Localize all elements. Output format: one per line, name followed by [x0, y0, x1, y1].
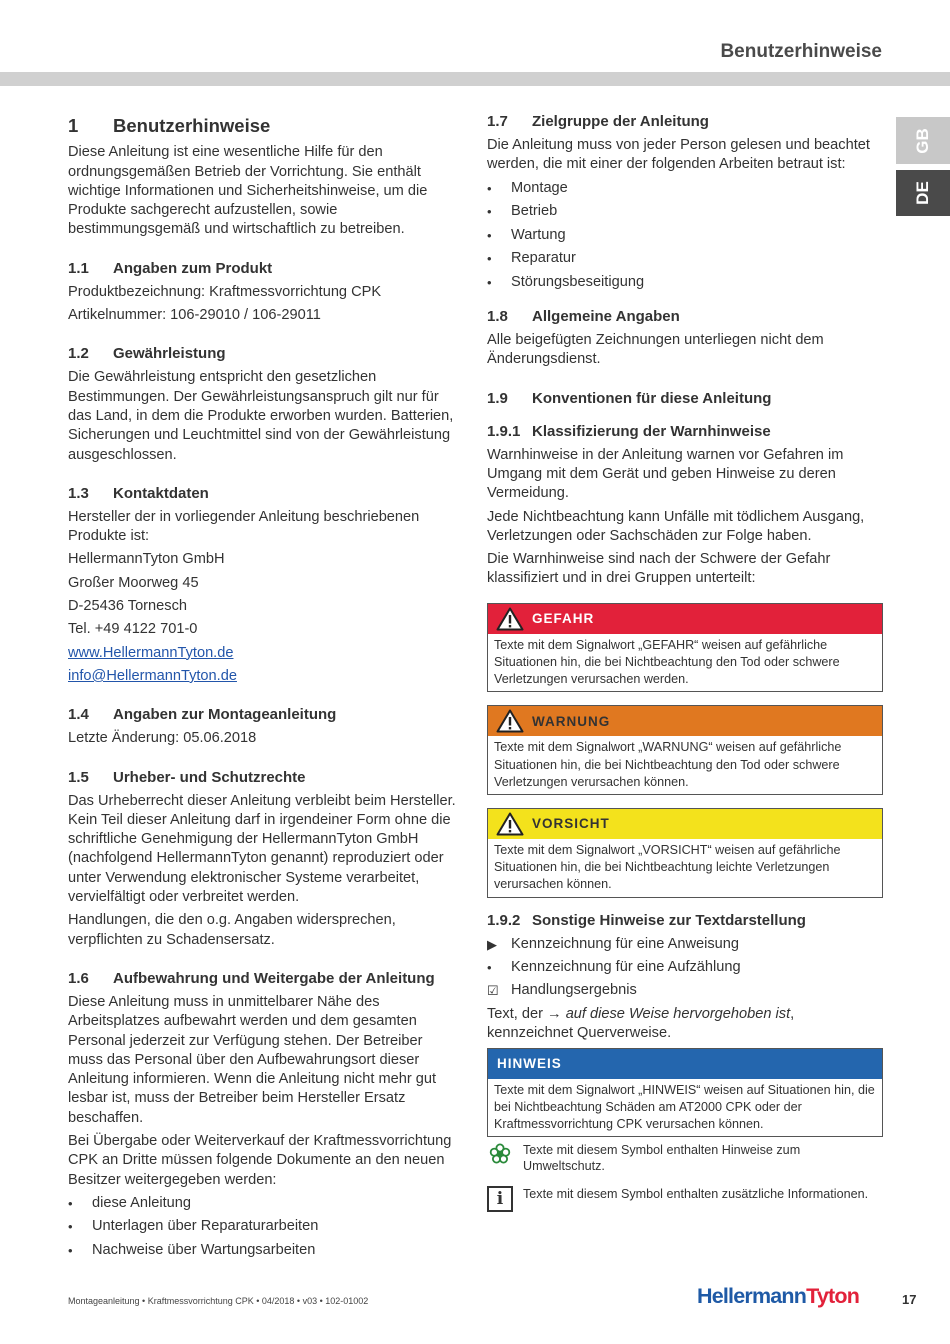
website-link[interactable]: www.HellermannTyton.de	[68, 644, 234, 661]
section-title: Kontaktdaten	[113, 484, 209, 502]
section-title: Gewährleistung	[113, 345, 226, 363]
right-column	[487, 112, 883, 1220]
environment-note	[487, 1142, 883, 1174]
section-heading	[68, 969, 460, 988]
section-heading	[487, 422, 883, 441]
language-tab-gb-label: GB	[913, 127, 932, 154]
notice-label: HINWEIS	[497, 1055, 562, 1071]
phone-number: Tel. +49 4122 701-0	[68, 621, 198, 638]
section-number: 1.6	[68, 969, 89, 987]
paragraph: Jede Nichtbeachtung kann Unfälle mit tödlichem Ausgang, Verletzungen oder Sachschäden zur Folge haben.	[487, 508, 865, 544]
warning-label: WARNUNG	[532, 713, 611, 729]
caution-box	[487, 808, 883, 898]
warning-box	[487, 705, 883, 795]
paragraph: Diese Anleitung muss in unmittelbarer Nähe des Arbeitsplatzes aufbewahrt werden und dem gesamten Personal jederzeit zur Verfügung stehen. Der Betreiber muss das Personal über den Aufbewahrungsort dieser Anleitung informieren. Wenn die Anleitung nicht mehr gut lesbar ist, muss der Betreiber beim Hersteller Ersatz beschaffen.	[68, 993, 437, 1126]
paragraph: Alle beigefügten Zeichnungen unterliegen nicht dem Änderungsdienst.	[487, 332, 824, 368]
list-item: • Montage	[487, 179, 568, 196]
info-text: Texte mit diesem Symbol enthalten zusätzliche Informationen.	[523, 1187, 869, 1202]
section-title: Angaben zum Produkt	[113, 259, 273, 277]
text-convention-list	[487, 935, 883, 1001]
product-name: Produktbezeichnung: Kraftmessvorrichtung CPK	[68, 283, 382, 300]
section-title: Konventionen für diese Anleitung	[532, 389, 772, 407]
paragraph: Die Gewährleistung entspricht den gesetzlichen Bestimmungen. Der Gewährleistungsanspruch gilt nur für das Land, in dem die Produkte erworben wurden. Batterien, Sicherungen und Leuchtmittel sind von der Gewährleistung ausgeschlossen.	[68, 369, 454, 463]
address-street: Großer Moorweg 45	[68, 574, 199, 591]
section-title: Klassifizierung der Warnhinweise	[532, 422, 771, 440]
section-title: Zielgruppe der Anleitung	[532, 113, 709, 130]
info-note	[487, 1186, 883, 1212]
danger-label: GEFAHR	[532, 611, 595, 627]
warning-text: Texte mit dem Signalwort „WARNUNG“ weisen auf gefährliche Situationen hin, die bei Nichtbeachtung den Tod oder schwere Verletzungen verursachen können.	[494, 740, 842, 789]
email-link[interactable]: info@HellermannTyton.de	[68, 667, 237, 684]
section-title: Urheber- und Schutzrechte	[113, 768, 306, 786]
section-heading	[487, 112, 883, 131]
section-number: 1.7	[487, 113, 508, 130]
section-heading	[68, 768, 460, 787]
cross-reference-note: Text, der → auf diese Weise hervorgehoben ist, kennzeichnet Querverweise.	[487, 1005, 795, 1042]
left-column	[68, 112, 460, 1264]
list-item: ☑ Handlungsergebnis	[487, 981, 883, 1000]
warning-triangle-icon	[496, 709, 524, 733]
list-item: ▶ Kennzeichnung für eine Anweisung	[487, 935, 883, 954]
info-icon: i	[487, 1186, 513, 1212]
language-tab-gb[interactable]	[896, 117, 950, 164]
list-item: • diese Anleitung	[68, 1194, 191, 1211]
checkbox-icon: ☑	[487, 983, 499, 999]
section-title: Benutzerhinweise	[113, 115, 271, 136]
section-heading	[487, 911, 883, 930]
danger-text: Texte mit dem Signalwort „GEFAHR“ weisen auf gefährliche Situationen hin, die bei Nichtbeachtung den Tod oder schwere Verletzungen verursachen werden.	[494, 637, 840, 687]
section-heading	[68, 705, 460, 724]
notice-box	[487, 1048, 883, 1138]
section-heading	[68, 484, 460, 503]
section-heading	[68, 116, 460, 135]
hellermanntyton-logo: HellermannTyton	[697, 1284, 860, 1308]
section-number: 1.9	[487, 389, 508, 407]
caution-text: Texte mit dem Signalwort „VORSICHT“ weisen auf gefährliche Situationen hin, die bei Nichtbeachtung leichte Verletzungen verursachen können.	[494, 842, 841, 892]
article-number: Artikelnummer: 106-29010 / 106-29011	[68, 307, 321, 324]
list-item: • Betrieb	[487, 203, 558, 220]
list-item: • Nachweise über Wartungsarbeiten	[68, 1241, 316, 1258]
paragraph: Bei Übergabe oder Weiterverkauf der Kraftmessvorrichtung CPK an Dritte müssen folgende Dokumente an den neuen Besitzer weitergegeben werden:	[68, 1132, 452, 1188]
section-title: Sonstige Hinweise zur Textdarstellung	[532, 911, 806, 929]
arrow-right-icon: ▶	[487, 936, 497, 952]
section-heading	[487, 307, 883, 326]
section-number: 1.5	[68, 768, 89, 786]
list-item: • Unterlagen über Reparaturarbeiten	[68, 1218, 319, 1235]
target-group-list	[487, 179, 883, 292]
section-title: Allgemeine Angaben	[532, 308, 680, 326]
section-number: 1.2	[68, 345, 89, 363]
paragraph: Diese Anleitung ist eine wesentliche Hilfe für den ordnungsgemäßen Betrieb der Vorrichtung. Sie enthält wichtige Informationen und Sicherheitshinweise, um die Produkte sachgerecht aufzustellen, sowie bestimmungsgemäß und wirtschaftlich zu betreiben.	[68, 144, 428, 238]
section-number: 1.9.1	[487, 422, 521, 440]
footer-document-info: Montageanleitung • Kraftmessvorrichtung CPK • 04/2018 • v03 • 102-01002	[68, 1296, 369, 1306]
warning-triangle-icon	[496, 812, 524, 836]
address-city: D-25436 Tornesch	[68, 598, 187, 615]
flower-icon	[488, 1142, 512, 1166]
section-title: Aufbewahrung und Weitergabe der Anleitung	[113, 969, 435, 987]
list-item: • Kennzeichnung für eine Aufzählung	[487, 959, 741, 975]
list-item: • Reparatur	[487, 250, 576, 267]
section-number: 1.4	[68, 706, 89, 724]
paragraph: Die Warnhinweise sind nach der Schwere der Gefahr klassifiziert und in drei Gruppen unterteilt:	[487, 551, 831, 587]
danger-box	[487, 603, 883, 693]
notice-text: Texte mit dem Signalwort „HINWEIS“ weisen auf Situationen hin, die bei Nichtbeachtung Schäden am AT2000 CPK oder der Kraftmessvorrichtung CPK verursachen können.	[494, 1082, 875, 1131]
arrow-right-icon: →	[547, 1005, 562, 1022]
caution-label: VORSICHT	[532, 816, 610, 832]
list-item: • Störungsbeseitigung	[487, 273, 645, 290]
language-tab-de-label: DE	[913, 181, 932, 205]
section-heading	[68, 344, 460, 363]
section-heading	[487, 389, 883, 408]
section-title: Angaben zur Montageanleitung	[113, 706, 337, 724]
language-tab-de[interactable]	[896, 170, 950, 216]
document-list	[68, 1194, 460, 1260]
paragraph: Handlungen, die den o.g. Angaben widersprechen, verpflichten zu Schadensersatz.	[68, 912, 396, 948]
paragraph: Die Anleitung muss von jeder Person gelesen und beachtet werden, die mit einer der folgenden Arbeiten betraut ist:	[487, 137, 870, 173]
paragraph: Das Urheberrecht dieser Anleitung verbleibt beim Hersteller. Kein Teil dieser Anleitung darf in irgendeiner Form ohne die schriftliche Genehmigung der HellermannTyton GmbH (nachfolgend HellermannTyton genannt) reproduziert oder unter Verwendung elektronischer Systeme verarbeitet, vervielfältigt oder verbreitet werden.	[68, 792, 456, 906]
section-number: 1.3	[68, 484, 89, 502]
section-number: 1.9.2	[487, 911, 521, 929]
section-number: 1.8	[487, 308, 508, 326]
page-number: 17	[902, 1292, 917, 1307]
warning-triangle-icon	[496, 607, 524, 631]
paragraph: Hersteller der in vorliegender Anleitung beschriebenen Produkte ist:	[68, 508, 420, 545]
last-change: Letzte Änderung: 05.06.2018	[68, 730, 257, 747]
section-number: 1	[68, 115, 79, 136]
paragraph: Warnhinweise in der Anleitung warnen vor Gefahren im Umgang mit dem Gerät und geben Hinweise zu deren Vermeidung.	[487, 446, 844, 502]
page-header-title: Benutzerhinweise	[720, 41, 882, 62]
list-item: • Wartung	[487, 226, 566, 243]
section-number: 1.1	[68, 259, 89, 277]
environment-text: Texte mit diesem Symbol enthalten Hinweise zum Umweltschutz.	[523, 1143, 801, 1174]
company-name: HellermannTyton GmbH	[68, 551, 225, 568]
section-heading	[68, 259, 460, 278]
header-bar	[0, 72, 950, 86]
